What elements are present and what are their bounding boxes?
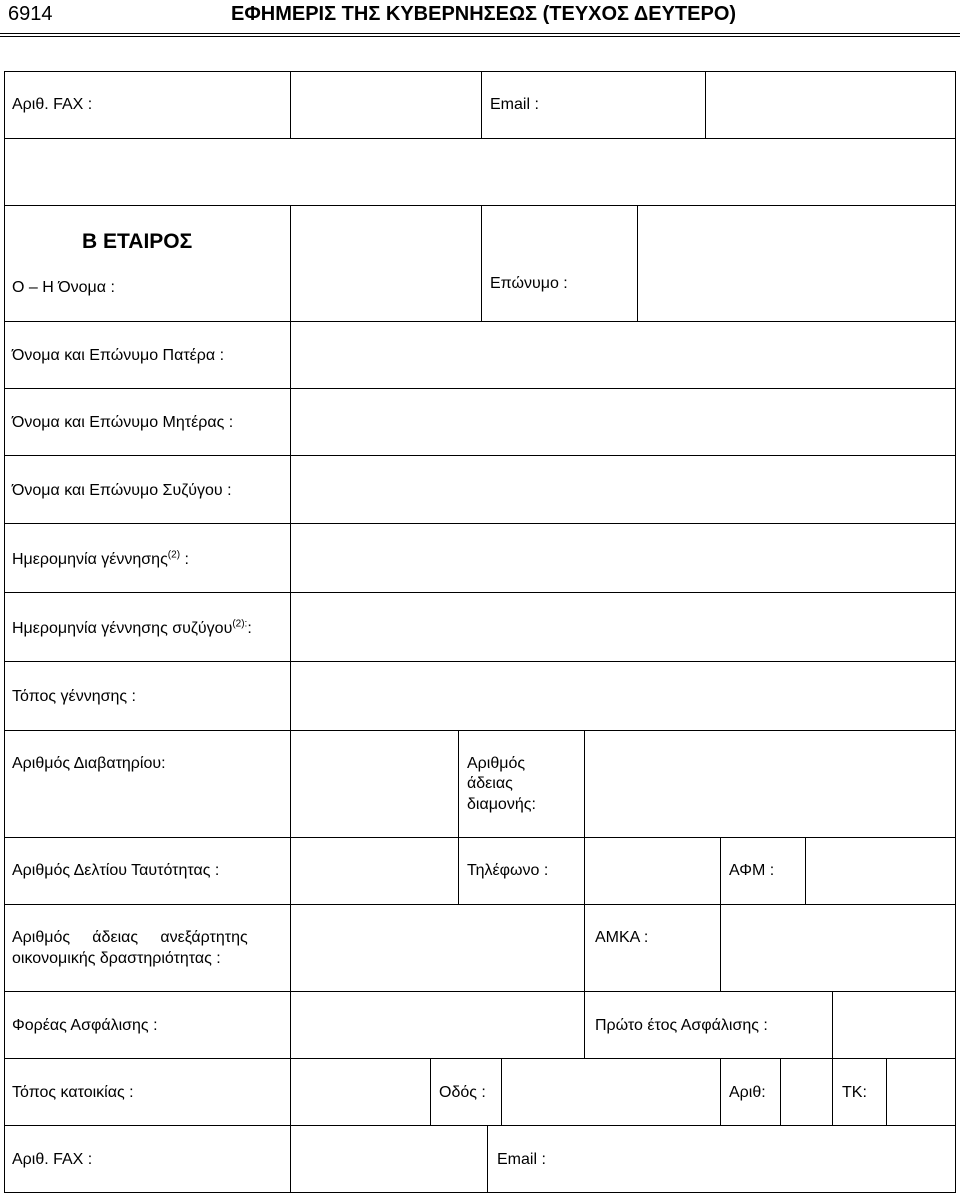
residence-place-label: Τόπος κατοικίας :	[12, 1084, 134, 1101]
spouse-label: Όνομα και Επώνυμο Συζύγου :	[12, 482, 232, 499]
business-permit-label-cell	[4, 904, 291, 992]
afm-label: ΑΦΜ :	[729, 862, 775, 879]
afm-value-cell[interactable]	[805, 837, 956, 905]
email-label: Email :	[490, 96, 539, 113]
email-value-cell[interactable]	[705, 71, 956, 139]
id-card-label: Αριθμός Δελτίου Ταυτότητας :	[12, 862, 220, 879]
birth-place-label: Τόπος γέννησης :	[12, 688, 136, 705]
street-label: Οδός :	[439, 1084, 486, 1101]
father-label: Όνομα και Επώνυμο Πατέρα :	[12, 347, 225, 364]
passport-label: Αριθμός Διαβατηρίου:	[12, 755, 166, 772]
amka-label-cell	[584, 904, 721, 992]
postal-code-label: ΤΚ:	[842, 1084, 867, 1101]
birth-date-label: Ημερομηνία γέννησης$^{(2)}$ :	[12, 549, 189, 568]
spouse-birth-label: Ημερομηνία γέννησης συζύγου$^{(2):}$:	[12, 618, 252, 637]
residence-permit-label-line-1: Αριθμός	[467, 755, 526, 772]
number-label: Αριθ:	[729, 1084, 766, 1101]
first-name-value-cell[interactable]	[290, 205, 482, 322]
phone-value-cell[interactable]	[584, 837, 721, 905]
footnote-ref: (2)	[167, 549, 181, 561]
father-value-cell[interactable]	[290, 321, 956, 389]
passport-value-cell[interactable]	[290, 730, 459, 838]
amka-value-cell[interactable]	[720, 904, 956, 992]
amka-label: ΑΜΚΑ :	[595, 929, 649, 946]
residence-permit-label-line-2: άδειας	[467, 775, 513, 792]
residence-place-value-cell[interactable]	[290, 1058, 431, 1126]
blank-row	[4, 138, 956, 206]
partner-fax-value-cell[interactable]	[290, 1125, 488, 1193]
first-name-label: Ο – Η Όνομα :	[12, 279, 115, 296]
number-value-cell[interactable]	[780, 1058, 833, 1126]
mother-value-cell[interactable]	[290, 388, 956, 456]
passport-label-cell	[4, 730, 291, 838]
spouse-value-cell[interactable]	[290, 455, 956, 524]
spouse-birth-value-cell[interactable]	[290, 592, 956, 662]
business-permit-label-line-1: Αριθμός άδειας ανεξάρτητης	[12, 929, 248, 946]
birth-place-value-cell[interactable]	[290, 661, 956, 731]
postal-code-value-cell[interactable]	[886, 1058, 956, 1126]
id-card-value-cell[interactable]	[290, 837, 459, 905]
insurer-value-cell[interactable]	[290, 991, 585, 1059]
first-insurance-year-label: Πρώτο έτος Ασφάλισης :	[595, 1017, 768, 1034]
fax-value-cell[interactable]	[290, 71, 482, 139]
business-permit-label-line-2: οικονομικής δραστηριότητας :	[12, 950, 221, 967]
footnote-ref: (2):	[232, 618, 248, 630]
header-rule	[0, 33, 960, 34]
business-permit-value-cell[interactable]	[290, 904, 585, 992]
header-rule-secondary	[0, 36, 960, 37]
page-number: 6914	[8, 3, 53, 25]
surname-label: Επώνυμο :	[490, 275, 568, 292]
first-name-label-cell	[4, 205, 291, 322]
partner-heading: Β ΕΤΑΙΡΟΣ	[82, 230, 193, 253]
first-insurance-year-value-cell[interactable]	[832, 991, 956, 1059]
partner-fax-label: Αριθ. FAX :	[12, 1151, 93, 1168]
gazette-title: ΕΦΗΜΕΡΙΣ ΤΗΣ ΚΥΒΕΡΝΗΣΕΩΣ (ΤΕΥΧΟΣ ΔΕΥΤΕΡΟ)	[231, 3, 737, 25]
phone-label: Τηλέφωνο :	[467, 862, 549, 879]
partner-email-label-cell	[487, 1125, 956, 1193]
street-value-cell[interactable]	[501, 1058, 721, 1126]
insurer-label: Φορέας Ασφάλισης :	[12, 1017, 158, 1034]
mother-label: Όνομα και Επώνυμο Μητέρας :	[12, 414, 234, 431]
birth-date-value-cell[interactable]	[290, 523, 956, 593]
page-header	[0, 0, 960, 38]
residence-permit-label-line-3: διαμονής:	[467, 796, 536, 813]
partner-email-label: Email :	[497, 1151, 546, 1168]
surname-value-cell[interactable]	[637, 205, 956, 322]
fax-label: Αριθ. FAX :	[12, 96, 93, 113]
surname-label-cell	[481, 205, 638, 322]
residence-permit-value-cell[interactable]	[584, 730, 956, 838]
